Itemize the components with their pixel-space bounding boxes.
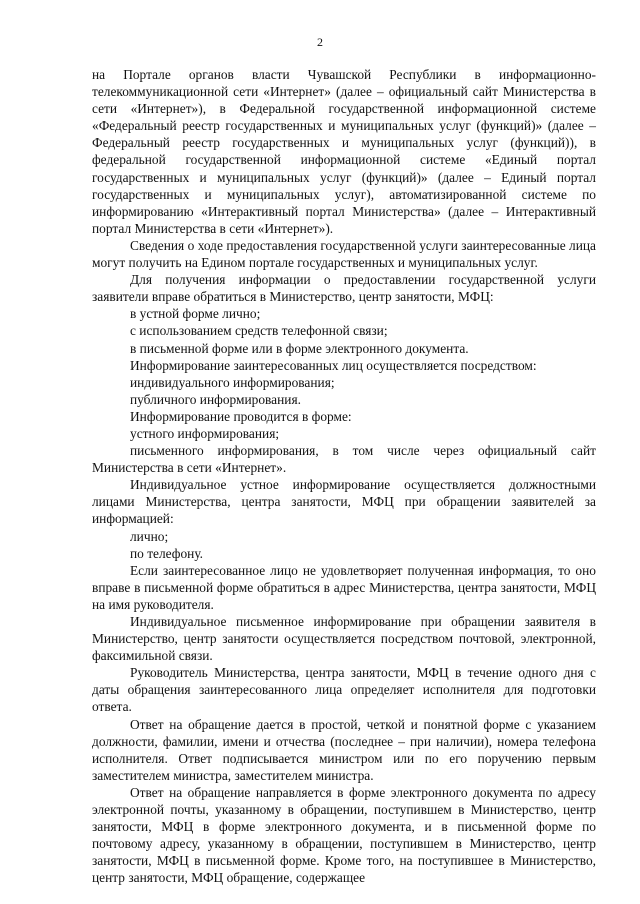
paragraph-progress-info: Сведения о ходе предоставления государственной услуги заинтересованные лица могут получить на Едином портале государственных и муниципальных услуг.	[92, 237, 596, 271]
page-number: 2	[317, 35, 323, 49]
paragraph-dissatisfied: Если заинтересованное лицо не удовлетворяет полученная информация, то оно вправе в письменной форме обратиться в адрес Министерства, центра занятости, МФЦ на имя руководителя.	[92, 562, 596, 612]
list-item-phone: с использованием средств телефонной связи;	[130, 323, 388, 339]
paragraph-portal-list: на Портале органов власти Чувашской Республики в информационно-телекоммуникационной сети «Интернет» (далее – официальный сайт Министерства в сети «Интернет»), в Федеральной государственной информационной системе «Федеральный реестр государственных и муниципальных услуг (функций)» (далее – Федеральный реестр государственных и муниципальных услуг (функций)), в федеральной государственной информационной системе «Единый портал государственных и муниципальных услуг (функций)» (далее – Единый портал государственных и муниципальных услуг), автоматизированной системе по информированию «Интерактивный портал Министерства» (далее – Интерактивный портал Министерства в сети «Интернет»).	[92, 67, 596, 236]
paragraph-how-to-apply: Для получения информации о предоставлении государственной услуги заявители вправе обратиться в Министерство, центр занятости, МФЦ:	[92, 272, 596, 305]
list-item-public: публичного информирования.	[130, 391, 301, 407]
paragraph-head-assigns: Руководитель Министерства, центра занятости, МФЦ в течение одного дня с даты обращения заинтересованного лица определяет исполнителя для подготовки ответа.	[92, 665, 596, 715]
paragraph-answer-form: Ответ на обращение дается в простой, четкой и понятной форме с указанием должности, фамилии, имени и отчества (последнее – при наличии), номера телефона исполнителя. Ответ подписывается министром или по его поручению первым заместителем министра, заместителем министра.	[92, 716, 596, 783]
list-item-by-phone: по телефону.	[130, 545, 204, 561]
list-item-written: в письменной форме или в форме электронного документа.	[130, 340, 469, 356]
list-item-oral: в устной форме лично;	[130, 306, 261, 322]
document-body	[92, 66, 596, 887]
paragraph-individual-oral: Индивидуальное устное информирование осуществляется должностными лицами Министерства, центра занятости, МФЦ при обращении заявителей за информацией:	[92, 477, 596, 527]
list-item-in-person: лично;	[130, 528, 169, 544]
list-item-written-informing: письменного информирования, в том числе через официальный сайт Министерства в сети «Интернет».	[92, 443, 596, 476]
paragraph-individual-written: Индивидуальное письменное информирование при обращении заявителя в Министерство, центр занятости осуществляется посредством почтовой, электронной, факсимильной связи.	[92, 614, 596, 664]
paragraph-answer-delivery: Ответ на обращение направляется в форме электронного документа по адресу электронной почты, указанному в обращении, поступившем в Министерство, центр занятости, МФЦ в форме электронного документа, и в письменной форме по почтовому адресу, указанному в обращении, поступившем в Министерство, центр занятости, МФЦ в письменной форме. Кроме того, на поступившее в Министерство, центр занятости, МФЦ обращение, содержащее	[92, 784, 596, 886]
list-item-individual: индивидуального информирования;	[130, 374, 335, 390]
paragraph-informing-forms: Информирование проводится в форме:	[130, 408, 352, 424]
paragraph-informing-means: Информирование заинтересованных лиц осуществляется посредством:	[130, 357, 537, 373]
list-item-oral-informing: устного информирования;	[130, 425, 280, 441]
